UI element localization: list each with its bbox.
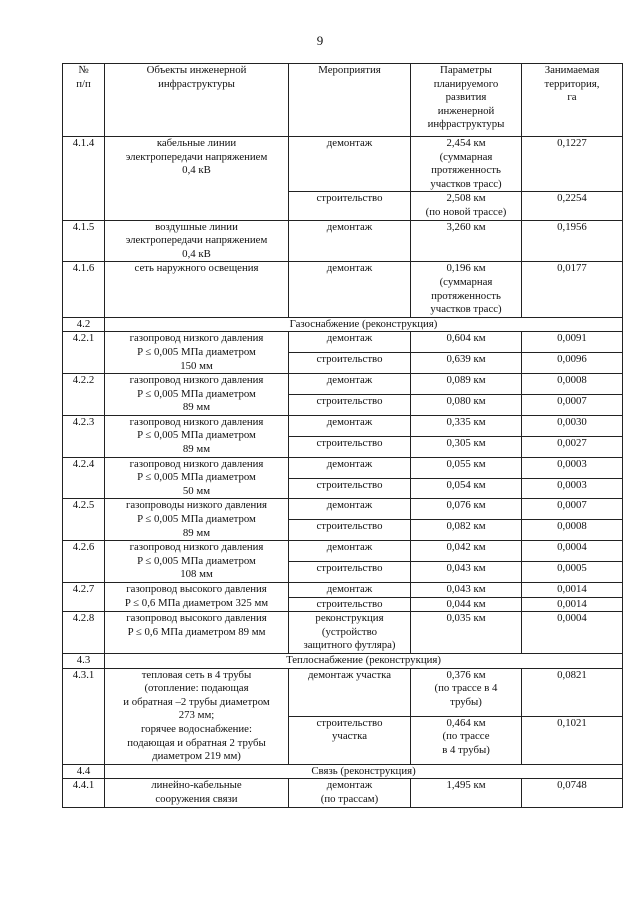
param-cell: 0,305 км	[411, 436, 522, 457]
area-cell: 0,0004	[522, 612, 623, 654]
measure-cell: демонтаж	[289, 137, 411, 192]
row-number: 4.1.6	[63, 262, 105, 317]
table-row	[63, 583, 623, 598]
table-row	[63, 220, 623, 262]
measure-cell: демонтаж	[289, 262, 411, 317]
measure-cell: строительство	[289, 478, 411, 499]
section-number: 4.4	[63, 764, 105, 779]
row-number: 4.3.1	[63, 668, 105, 764]
table-row	[63, 262, 623, 317]
section-title: Теплоснабжение (реконструкция)	[105, 653, 623, 668]
area-cell: 0,0007	[522, 499, 623, 520]
param-cell: 1,495 км	[411, 779, 522, 807]
area-cell: 0,0014	[522, 583, 623, 598]
section-title: Газоснабжение (реконструкция)	[105, 317, 623, 332]
row-number: 4.1.4	[63, 137, 105, 221]
row-number: 4.2.2	[63, 374, 105, 416]
param-cell: 2,454 км (суммарная протяженность участков трасс)	[411, 137, 522, 192]
param-cell: 0,604 км	[411, 332, 522, 353]
table-row	[63, 137, 623, 192]
section-row	[63, 317, 623, 332]
area-cell: 0,0008	[522, 520, 623, 541]
param-cell: 0,196 км (суммарная протяженность участков трасс)	[411, 262, 522, 317]
section-number: 4.2	[63, 317, 105, 332]
object-name: газопровод высокого давления P ≤ 0,6 МПа диаметром 89 мм	[105, 612, 289, 654]
measure-cell: демонтаж	[289, 332, 411, 353]
param-cell: 0,043 км	[411, 583, 522, 598]
measure-cell: строительство участка	[289, 716, 411, 764]
area-cell: 0,0821	[522, 668, 623, 716]
row-number: 4.2.4	[63, 457, 105, 499]
measure-cell: демонтаж	[289, 457, 411, 478]
param-cell: 0,639 км	[411, 353, 522, 374]
table-row	[63, 612, 623, 654]
section-title: Связь (реконструкция)	[105, 764, 623, 779]
area-cell: 0,0014	[522, 597, 623, 612]
section-row	[63, 653, 623, 668]
measure-cell: строительство	[289, 562, 411, 583]
object-name: газопровод низкого давления P ≤ 0,005 МПа диаметром 108 мм	[105, 541, 289, 583]
section-number: 4.3	[63, 653, 105, 668]
row-number: 4.2.1	[63, 332, 105, 374]
param-cell: 0,376 км (по трассе в 4 трубы)	[411, 668, 522, 716]
measure-cell: демонтаж	[289, 415, 411, 436]
measure-cell: демонтаж	[289, 541, 411, 562]
measure-cell: строительство	[289, 597, 411, 612]
header-object: Объекты инженерной инфраструктуры	[105, 64, 289, 137]
object-name: сеть наружного освещения	[105, 262, 289, 317]
page-number: 9	[316, 33, 324, 48]
row-number: 4.2.3	[63, 415, 105, 457]
param-cell: 0,335 км	[411, 415, 522, 436]
table-row	[63, 668, 623, 716]
param-cell: 3,260 км	[411, 220, 522, 262]
object-name: газопровод низкого давления P ≤ 0,005 МПа диаметром 89 мм	[105, 415, 289, 457]
area-cell: 0,1227	[522, 137, 623, 192]
area-cell: 0,1021	[522, 716, 623, 764]
row-number: 4.2.7	[63, 583, 105, 612]
object-name: кабельные линии электропередачи напряжением 0,4 кВ	[105, 137, 289, 221]
object-name: газопроводы низкого давления P ≤ 0,005 МПа диаметром 89 мм	[105, 499, 289, 541]
measure-cell: демонтаж	[289, 583, 411, 598]
row-number: 4.2.6	[63, 541, 105, 583]
area-cell: 0,0007	[522, 394, 623, 415]
object-name: газопровод низкого давления P ≤ 0,005 МПа диаметром 89 мм	[105, 374, 289, 416]
measure-cell: демонтаж участка	[289, 668, 411, 716]
header-area: Занимаемая территория, га	[522, 64, 623, 137]
object-name: воздушные линии электропередачи напряжением 0,4 кВ	[105, 220, 289, 262]
row-number: 4.4.1	[63, 779, 105, 807]
object-name: газопровод низкого давления P ≤ 0,005 МПа диаметром 150 мм	[105, 332, 289, 374]
area-cell: 0,0003	[522, 457, 623, 478]
measure-cell: реконструкция (устройство защитного футляра)	[289, 612, 411, 654]
area-cell: 0,0091	[522, 332, 623, 353]
param-cell: 0,464 км (по трассе в 4 трубы)	[411, 716, 522, 764]
param-cell: 0,054 км	[411, 478, 522, 499]
param-cell: 0,082 км	[411, 520, 522, 541]
table-header-row	[63, 64, 623, 137]
param-cell: 0,089 км	[411, 374, 522, 395]
area-cell: 0,0003	[522, 478, 623, 499]
header-params: Параметры планируемого развития инженерной инфраструктуры	[411, 64, 522, 137]
param-cell: 0,035 км	[411, 612, 522, 654]
measure-cell: строительство	[289, 353, 411, 374]
table-row	[63, 374, 623, 395]
param-cell: 0,042 км	[411, 541, 522, 562]
area-cell: 0,0096	[522, 353, 623, 374]
row-number: 4.2.8	[63, 612, 105, 654]
param-cell: 0,076 км	[411, 499, 522, 520]
object-name: газопровод низкого давления P ≤ 0,005 МПа диаметром 50 мм	[105, 457, 289, 499]
object-name: тепловая сеть в 4 трубы (отопление: подающая и обратная –2 трубы диаметром 273 мм; горячее водоснабжение: подающая и обратная 2 трубы диаметром 219 мм)	[105, 668, 289, 764]
header-measure: Мероприятия	[289, 64, 411, 137]
object-name: газопровод высокого давления P ≤ 0,6 МПа диаметром 325 мм	[105, 583, 289, 612]
table-row	[63, 779, 623, 807]
param-cell: 0,080 км	[411, 394, 522, 415]
measure-cell: демонтаж (по трассам)	[289, 779, 411, 807]
area-cell: 0,0027	[522, 436, 623, 457]
table-body	[63, 137, 623, 808]
param-cell: 0,043 км	[411, 562, 522, 583]
table-row	[63, 541, 623, 562]
row-number: 4.1.5	[63, 220, 105, 262]
area-cell: 0,0004	[522, 541, 623, 562]
header-number: № п/п	[63, 64, 105, 137]
area-cell: 0,0177	[522, 262, 623, 317]
param-cell: 0,055 км	[411, 457, 522, 478]
table-row	[63, 415, 623, 436]
table-row	[63, 499, 623, 520]
measure-cell: демонтаж	[289, 374, 411, 395]
measure-cell: строительство	[289, 520, 411, 541]
object-name: линейно-кабельные сооружения связи	[105, 779, 289, 807]
area-cell: 0,1956	[522, 220, 623, 262]
measure-cell: строительство	[289, 394, 411, 415]
table-row	[63, 457, 623, 478]
param-cell: 2,508 км (по новой трассе)	[411, 192, 522, 220]
area-cell: 0,0030	[522, 415, 623, 436]
area-cell: 0,0005	[522, 562, 623, 583]
section-row	[63, 764, 623, 779]
param-cell: 0,044 км	[411, 597, 522, 612]
measure-cell: демонтаж	[289, 220, 411, 262]
measure-cell: строительство	[289, 192, 411, 220]
area-cell: 0,0748	[522, 779, 623, 807]
area-cell: 0,2254	[522, 192, 623, 220]
measure-cell: строительство	[289, 436, 411, 457]
measure-cell: демонтаж	[289, 499, 411, 520]
infrastructure-table	[62, 63, 623, 808]
row-number: 4.2.5	[63, 499, 105, 541]
table-row	[63, 332, 623, 353]
area-cell: 0,0008	[522, 374, 623, 395]
